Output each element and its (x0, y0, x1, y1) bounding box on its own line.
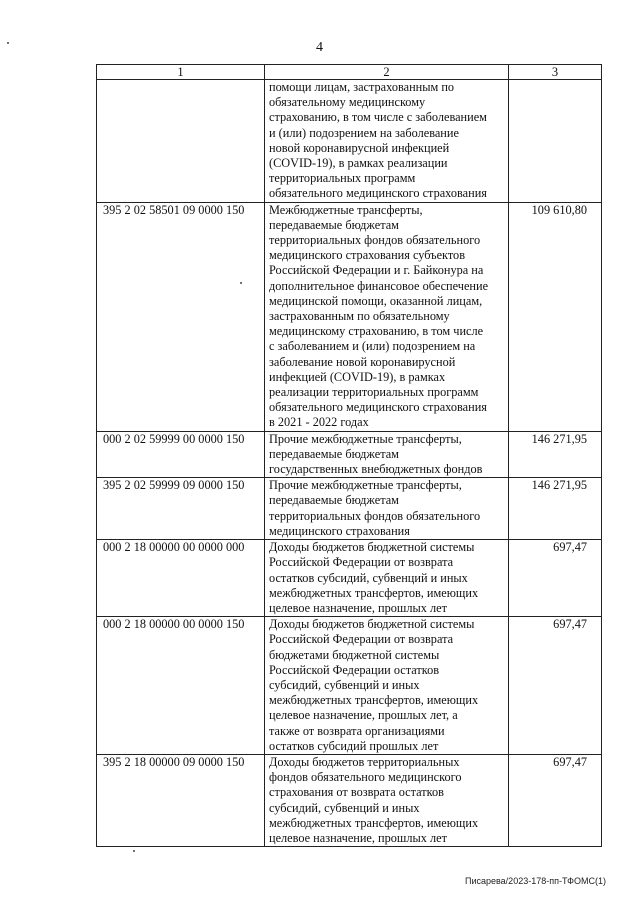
income-name-line: обязательного медицинского страхования (269, 400, 487, 415)
column-header-code: 1 (97, 65, 265, 80)
table-row (97, 754, 602, 846)
income-name-line: инфекцией (COVID-19), в рамках (269, 369, 446, 384)
scan-speck (133, 850, 135, 852)
income-name-line: Межбюджетные трансферты, (269, 202, 423, 217)
amount-cell: 697,47 (509, 754, 602, 846)
income-name-line: передаваемые бюджетам (269, 446, 399, 461)
table-row (97, 617, 602, 755)
column-header-name: 2 (265, 65, 509, 80)
income-name-line: остатков субсидий, субвенций и иных (269, 570, 468, 585)
income-name-line: также от возврата организациями (269, 723, 445, 738)
scan-speck (7, 42, 9, 44)
budget-code-cell (97, 80, 265, 203)
income-name-line: субсидий, субвенций и иных (269, 800, 420, 815)
income-name-line: страхованию, в том числе с заболеванием (269, 110, 487, 125)
income-name-line: Доходы бюджетов бюджетной системы (269, 540, 475, 555)
income-name-cell (265, 617, 509, 755)
income-name-line: межбюджетных трансфертов, имеющих (269, 815, 479, 830)
income-name-line: Российской Федерации от возврата (269, 555, 454, 570)
income-name-line: целевое назначение, прошлых лет (269, 830, 447, 845)
income-name-cell (265, 431, 509, 478)
income-name-line: государственных внебюджетных фондов (269, 462, 483, 477)
table-header-row (97, 65, 602, 80)
income-name-line: остатков субсидий прошлых лет (269, 738, 439, 753)
income-name-line: межбюджетных трансфертов, имеющих (269, 693, 479, 708)
table-row (97, 431, 602, 478)
income-name-line: территориальных фондов обязательного (269, 508, 481, 523)
income-table-container (96, 64, 602, 847)
income-name-line: медицинскому страхованию, в том числе (269, 324, 484, 339)
income-name-line: территориальных фондов обязательного (269, 233, 481, 248)
table-row (97, 202, 602, 431)
table-row (97, 80, 602, 203)
income-name-line: целевое назначение, прошлых лет (269, 600, 447, 615)
income-name-line: Российской Федерации остатков (269, 662, 440, 677)
income-name-line: страхования от возврата остатков (269, 785, 444, 800)
income-name-line: и (или) подозрением на заболевание (269, 125, 459, 140)
income-name-line: целевое назначение, прошлых лет, а (269, 708, 458, 723)
budget-code-cell: 395 2 02 58501 09 0000 150 (97, 202, 265, 431)
income-name-cell (265, 540, 509, 617)
table-row (97, 478, 602, 540)
income-name-line: передаваемые бюджетам (269, 217, 399, 232)
document-footer: Писарева/2023-178-пп-ТФОМС(1) (464, 876, 606, 886)
income-name-line: Доходы бюджетов территориальных (269, 754, 460, 769)
income-name-line: территориальных программ (269, 171, 416, 186)
income-name-line: Прочие межбюджетные трансферты, (269, 431, 462, 446)
income-name-cell (265, 80, 509, 203)
income-name-line: фондов обязательного медицинского (269, 770, 462, 785)
table-row (97, 540, 602, 617)
income-name-line: новой коронавирусной инфекцией (269, 140, 450, 155)
amount-cell: 146 271,95 (509, 431, 602, 478)
budget-code-cell: 000 2 18 00000 00 0000 150 (97, 617, 265, 755)
income-name-line: в 2021 - 2022 годах (269, 415, 369, 430)
income-name-cell (265, 478, 509, 540)
amount-cell: 109 610,80 (509, 202, 602, 431)
income-name-line: межбюджетных трансфертов, имеющих (269, 585, 479, 600)
income-name-line: (COVID-19), в рамках реализации (269, 156, 448, 171)
income-name-line: с заболеванием и (или) подозрением на (269, 339, 476, 354)
income-name-line: обязательного медицинского страхования (269, 186, 487, 201)
income-name-line: помощи лицам, застрахованным по (269, 80, 455, 94)
amount-cell: 697,47 (509, 617, 602, 755)
income-name-cell (265, 202, 509, 431)
income-table (96, 64, 602, 847)
income-name-line: субсидий, субвенций и иных (269, 677, 420, 692)
table-body (97, 80, 602, 847)
income-name-line: Прочие межбюджетные трансферты, (269, 478, 462, 493)
budget-code-cell: 000 2 18 00000 00 0000 000 (97, 540, 265, 617)
income-name-line: заболевание новой коронавирусной (269, 354, 456, 369)
income-name-line: медицинского страхования (269, 523, 410, 538)
income-name-line: Российской Федерации от возврата (269, 632, 454, 647)
amount-cell (509, 80, 602, 203)
income-name-line: медицинского страхования субъектов (269, 248, 466, 263)
income-name-line: передаваемые бюджетам (269, 493, 399, 508)
page-number: 4 (316, 40, 323, 55)
budget-code-cell: 395 2 18 00000 09 0000 150 (97, 754, 265, 846)
income-name-line: обязательному медицинскому (269, 95, 426, 110)
income-name-cell (265, 754, 509, 846)
amount-cell: 146 271,95 (509, 478, 602, 540)
budget-code-cell: 395 2 02 59999 09 0000 150 (97, 478, 265, 540)
amount-cell: 697,47 (509, 540, 602, 617)
income-name-line: Российской Федерации и г. Байконура на (269, 263, 484, 278)
column-header-amount: 3 (509, 65, 602, 80)
income-name-line: бюджетами бюджетной системы (269, 647, 440, 662)
income-name-line: застрахованным по обязательному (269, 309, 450, 324)
income-name-line: реализации территориальных программ (269, 385, 479, 400)
income-name-line: медицинской помощи, оказанной лицам, (269, 293, 483, 308)
budget-code-cell: 000 2 02 59999 00 0000 150 (97, 431, 265, 478)
income-name-line: Доходы бюджетов бюджетной системы (269, 617, 475, 632)
income-name-line: дополнительное финансовое обеспечение (269, 278, 489, 293)
